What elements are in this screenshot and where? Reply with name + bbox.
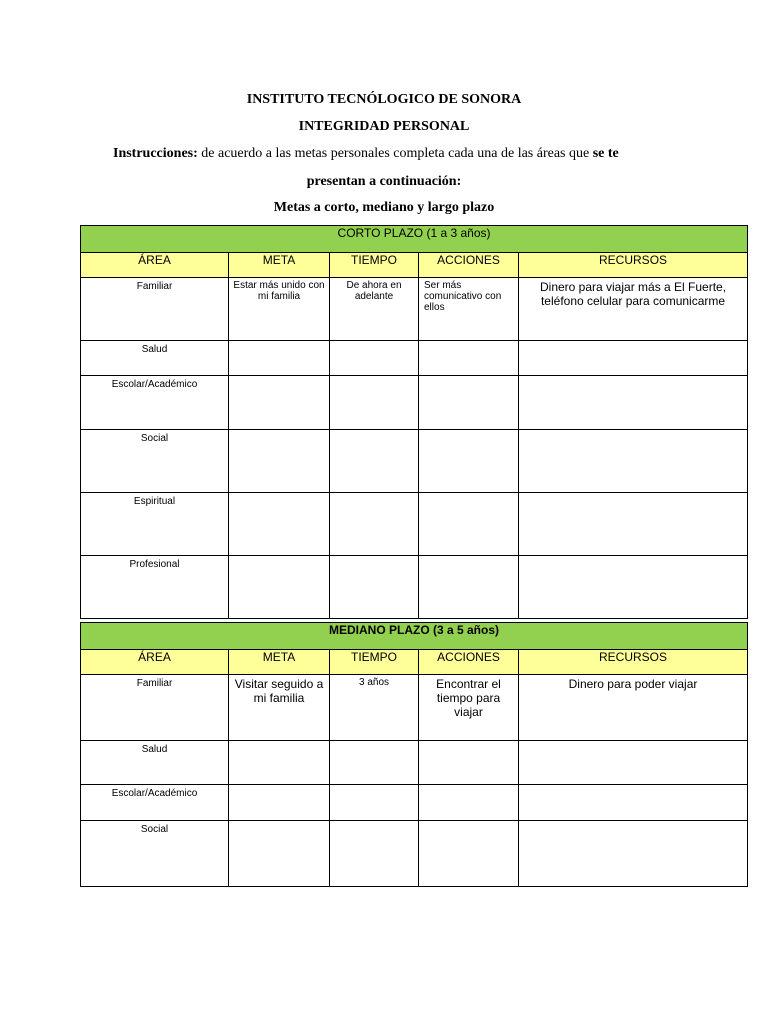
meta-cell[interactable]: [229, 785, 330, 821]
acciones-cell[interactable]: [419, 821, 519, 887]
meta-cell[interactable]: [229, 556, 330, 619]
meta-cell[interactable]: [229, 430, 330, 493]
area-cell: Familiar: [81, 278, 229, 341]
acciones-cell[interactable]: [419, 376, 519, 430]
recursos-cell[interactable]: [519, 556, 748, 619]
column-header-row: [81, 253, 748, 278]
table-row: [81, 675, 748, 741]
tiempo-cell[interactable]: 3 años: [330, 675, 419, 741]
area-cell: Profesional: [81, 556, 229, 619]
institute-title: INSTITUTO TECNÓLOGICO DE SONORA: [246, 92, 522, 107]
area-cell: Salud: [81, 741, 229, 785]
meta-cell[interactable]: [229, 741, 330, 785]
acciones-cell[interactable]: [419, 556, 519, 619]
tiempo-cell[interactable]: De ahora en adelante: [330, 278, 419, 341]
tiempo-cell[interactable]: [330, 493, 419, 556]
subject-title: INTEGRIDAD PERSONAL: [298, 119, 470, 134]
recursos-cell[interactable]: Dinero para viajar más a El Fuerte, teléfono celular para comunicarme: [519, 278, 748, 341]
corto-plazo-table: [80, 225, 748, 619]
meta-cell[interactable]: Estar más unido con mi familia: [229, 278, 330, 341]
acciones-cell[interactable]: [419, 341, 519, 376]
tiempo-cell[interactable]: [330, 741, 419, 785]
area-cell: Social: [81, 430, 229, 493]
table-row: [81, 376, 748, 430]
recursos-cell[interactable]: [519, 493, 748, 556]
column-header-row: [81, 650, 748, 675]
col-area: ÁREA: [81, 650, 229, 675]
tiempo-cell[interactable]: [330, 430, 419, 493]
section-title: Metas a corto, mediano y largo plazo: [273, 200, 495, 215]
table-row: [81, 741, 748, 785]
meta-cell[interactable]: [229, 341, 330, 376]
recursos-cell[interactable]: Dinero para poder viajar: [519, 675, 748, 741]
mediano-plazo-band: [81, 623, 748, 650]
table-row: [81, 556, 748, 619]
meta-cell[interactable]: [229, 821, 330, 887]
recursos-cell[interactable]: [519, 341, 748, 376]
area-cell: Familiar: [81, 675, 229, 741]
table-row: [81, 821, 748, 887]
acciones-cell[interactable]: [419, 785, 519, 821]
recursos-cell[interactable]: [519, 821, 748, 887]
table-row: [81, 341, 748, 376]
col-recursos: RECURSOS: [519, 650, 748, 675]
tiempo-cell[interactable]: [330, 341, 419, 376]
acciones-cell[interactable]: [419, 493, 519, 556]
col-recursos: RECURSOS: [519, 253, 748, 278]
acciones-cell[interactable]: Ser más comunicativo con ellos: [419, 278, 519, 341]
col-tiempo: TIEMPO: [330, 650, 419, 675]
table-row: [81, 430, 748, 493]
acciones-cell[interactable]: Encontrar el tiempo para viajar: [419, 675, 519, 741]
area-cell: Escolar/Académico: [81, 785, 229, 821]
instructions-text: de acuerdo a las metas personales completa cada una de las áreas que: [197, 146, 593, 161]
recursos-cell[interactable]: [519, 741, 748, 785]
tiempo-cell[interactable]: [330, 785, 419, 821]
col-tiempo: TIEMPO: [330, 253, 419, 278]
tiempo-cell[interactable]: [330, 376, 419, 430]
col-acciones: ACCIONES: [419, 253, 519, 278]
instructions: [113, 146, 619, 162]
area-cell: Salud: [81, 341, 229, 376]
area-cell: Escolar/Académico: [81, 376, 229, 430]
table-row: [81, 278, 748, 341]
meta-cell[interactable]: [229, 376, 330, 430]
area-cell: Espiritual: [81, 493, 229, 556]
mediano-plazo-title: MEDIANO PLAZO (3 a 5 años): [81, 623, 748, 650]
meta-cell[interactable]: [229, 493, 330, 556]
corto-plazo-title: CORTO PLAZO (1 a 3 años): [81, 226, 748, 253]
acciones-cell[interactable]: [419, 430, 519, 493]
col-meta: META: [229, 650, 330, 675]
col-meta: META: [229, 253, 330, 278]
mediano-plazo-table: [80, 622, 748, 887]
instructions-line2: presentan a continuación:: [306, 174, 462, 189]
meta-cell[interactable]: Visitar seguido a mi familia: [229, 675, 330, 741]
tiempo-cell[interactable]: [330, 821, 419, 887]
table-row: [81, 785, 748, 821]
col-acciones: ACCIONES: [419, 650, 519, 675]
recursos-cell[interactable]: [519, 785, 748, 821]
instructions-label: Instrucciones:: [113, 146, 198, 161]
acciones-cell[interactable]: [419, 741, 519, 785]
instructions-bold-tail: se te: [592, 146, 619, 161]
area-cell: Social: [81, 821, 229, 887]
recursos-cell[interactable]: [519, 376, 748, 430]
table-row: [81, 493, 748, 556]
corto-plazo-band: [81, 226, 748, 253]
tiempo-cell[interactable]: [330, 556, 419, 619]
recursos-cell[interactable]: [519, 430, 748, 493]
col-area: ÁREA: [81, 253, 229, 278]
